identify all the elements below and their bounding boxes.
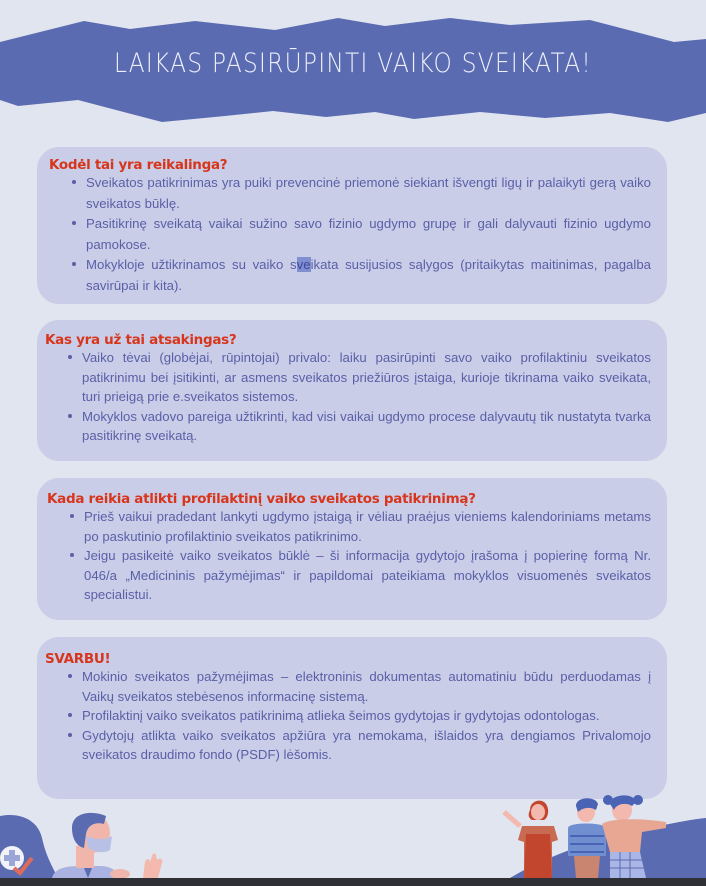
list-item: Gydytojų atlikta vaiko sveikatos apžiūra yra nemokama, išlaidos yra dengiamos Privalomojo sveikatos draudimo fondo (PSDF) lėšomis. bbox=[45, 726, 667, 765]
bottom-bar bbox=[0, 878, 706, 886]
bullet-list bbox=[47, 507, 667, 605]
list-item: Mokinio sveikatos pažymėjimas – elektroninis dokumentas automatiniu būdu perduodamas į Vaikų sveikatos stebėsenos informacinę sistemą. bbox=[45, 667, 667, 706]
list-item bbox=[49, 255, 667, 296]
list-item: Mokyklos vadovo pareiga užtikrinti, kad visi vaikai ugdymo procese dalyvautų tik nustatyta tvarka pasitikrinę sveikatą. bbox=[45, 407, 667, 446]
list-item-text: ikata susijusios sąlygos (pritaikytas maitinimas, pagalba savirūpai ir kita). bbox=[86, 257, 651, 293]
page-title: LAIKAS PASIRŪPINTI VAIKO SVEIKATA! bbox=[113, 48, 592, 79]
bullet-list bbox=[45, 667, 667, 765]
bullet-list bbox=[49, 173, 667, 296]
list-item: Prieš vaikui pradedant lankyti ugdymo įstaigą ir vėliau praėjus vieniems kalendoriniams metams po paskutinio profilaktinio sveikatos patikrinimo. bbox=[47, 507, 667, 546]
title-banner bbox=[0, 0, 706, 130]
section-heading: SVARBU! bbox=[45, 651, 111, 667]
section-why-needed bbox=[37, 147, 667, 304]
doctor-with-mask-illustration bbox=[0, 800, 170, 878]
children-group-illustration bbox=[470, 790, 706, 878]
bullet-list bbox=[45, 348, 667, 446]
list-item: Jeigu pasikeitė vaiko sveikatos būklė – ši informacija gydytojo įrašoma į popierinę formą Nr. 046/a „Medicininis pažymėjimas“ ir papildomai pateikiama mokyklos visuomenės sveikatos specialistui. bbox=[47, 546, 667, 605]
section-important bbox=[37, 637, 667, 799]
list-item: Profilaktinį vaiko sveikatos patikrinimą atlieka šeimos gydytojas ir gydytojas odontologas. bbox=[45, 706, 667, 726]
child-girl-red-overalls bbox=[504, 801, 558, 878]
section-heading: Kas yra už tai atsakingas? bbox=[45, 332, 237, 348]
section-heading: Kodėl tai yra reikalinga? bbox=[49, 157, 228, 173]
list-item: Vaiko tėvai (globėjai, rūpintojai) privalo: laiku pasirūpinti savo vaiko profilaktiniu sveikatos patikrinimu bei įsitikinti, ar asmens sveikatos priežiūros įstaiga, kurioje tikrinama vaiko sveikata, turi prieigą prie e.sveikatos sistemos. bbox=[45, 348, 667, 407]
section-responsible bbox=[37, 320, 667, 461]
text-selection-highlight: ve bbox=[296, 257, 311, 272]
section-when bbox=[37, 478, 667, 620]
list-item-text: Mokykloje užtikrinamos su vaiko s bbox=[86, 257, 297, 272]
list-item: Sveikatos patikrinimas yra puiki prevencinė priemonė siekiant išvengti ligų ir palaikyti gerą vaiko sveikatos būklę. bbox=[49, 173, 667, 214]
list-item: Pasitikrinę sveikatą vaikai sužino savo fizinio ugdymo grupę ir gali dalyvauti fizinio ugdymo pamokose. bbox=[49, 214, 667, 255]
section-heading: Kada reikia atlikti profilaktinį vaiko sveikatos patikrinimą? bbox=[47, 491, 476, 507]
